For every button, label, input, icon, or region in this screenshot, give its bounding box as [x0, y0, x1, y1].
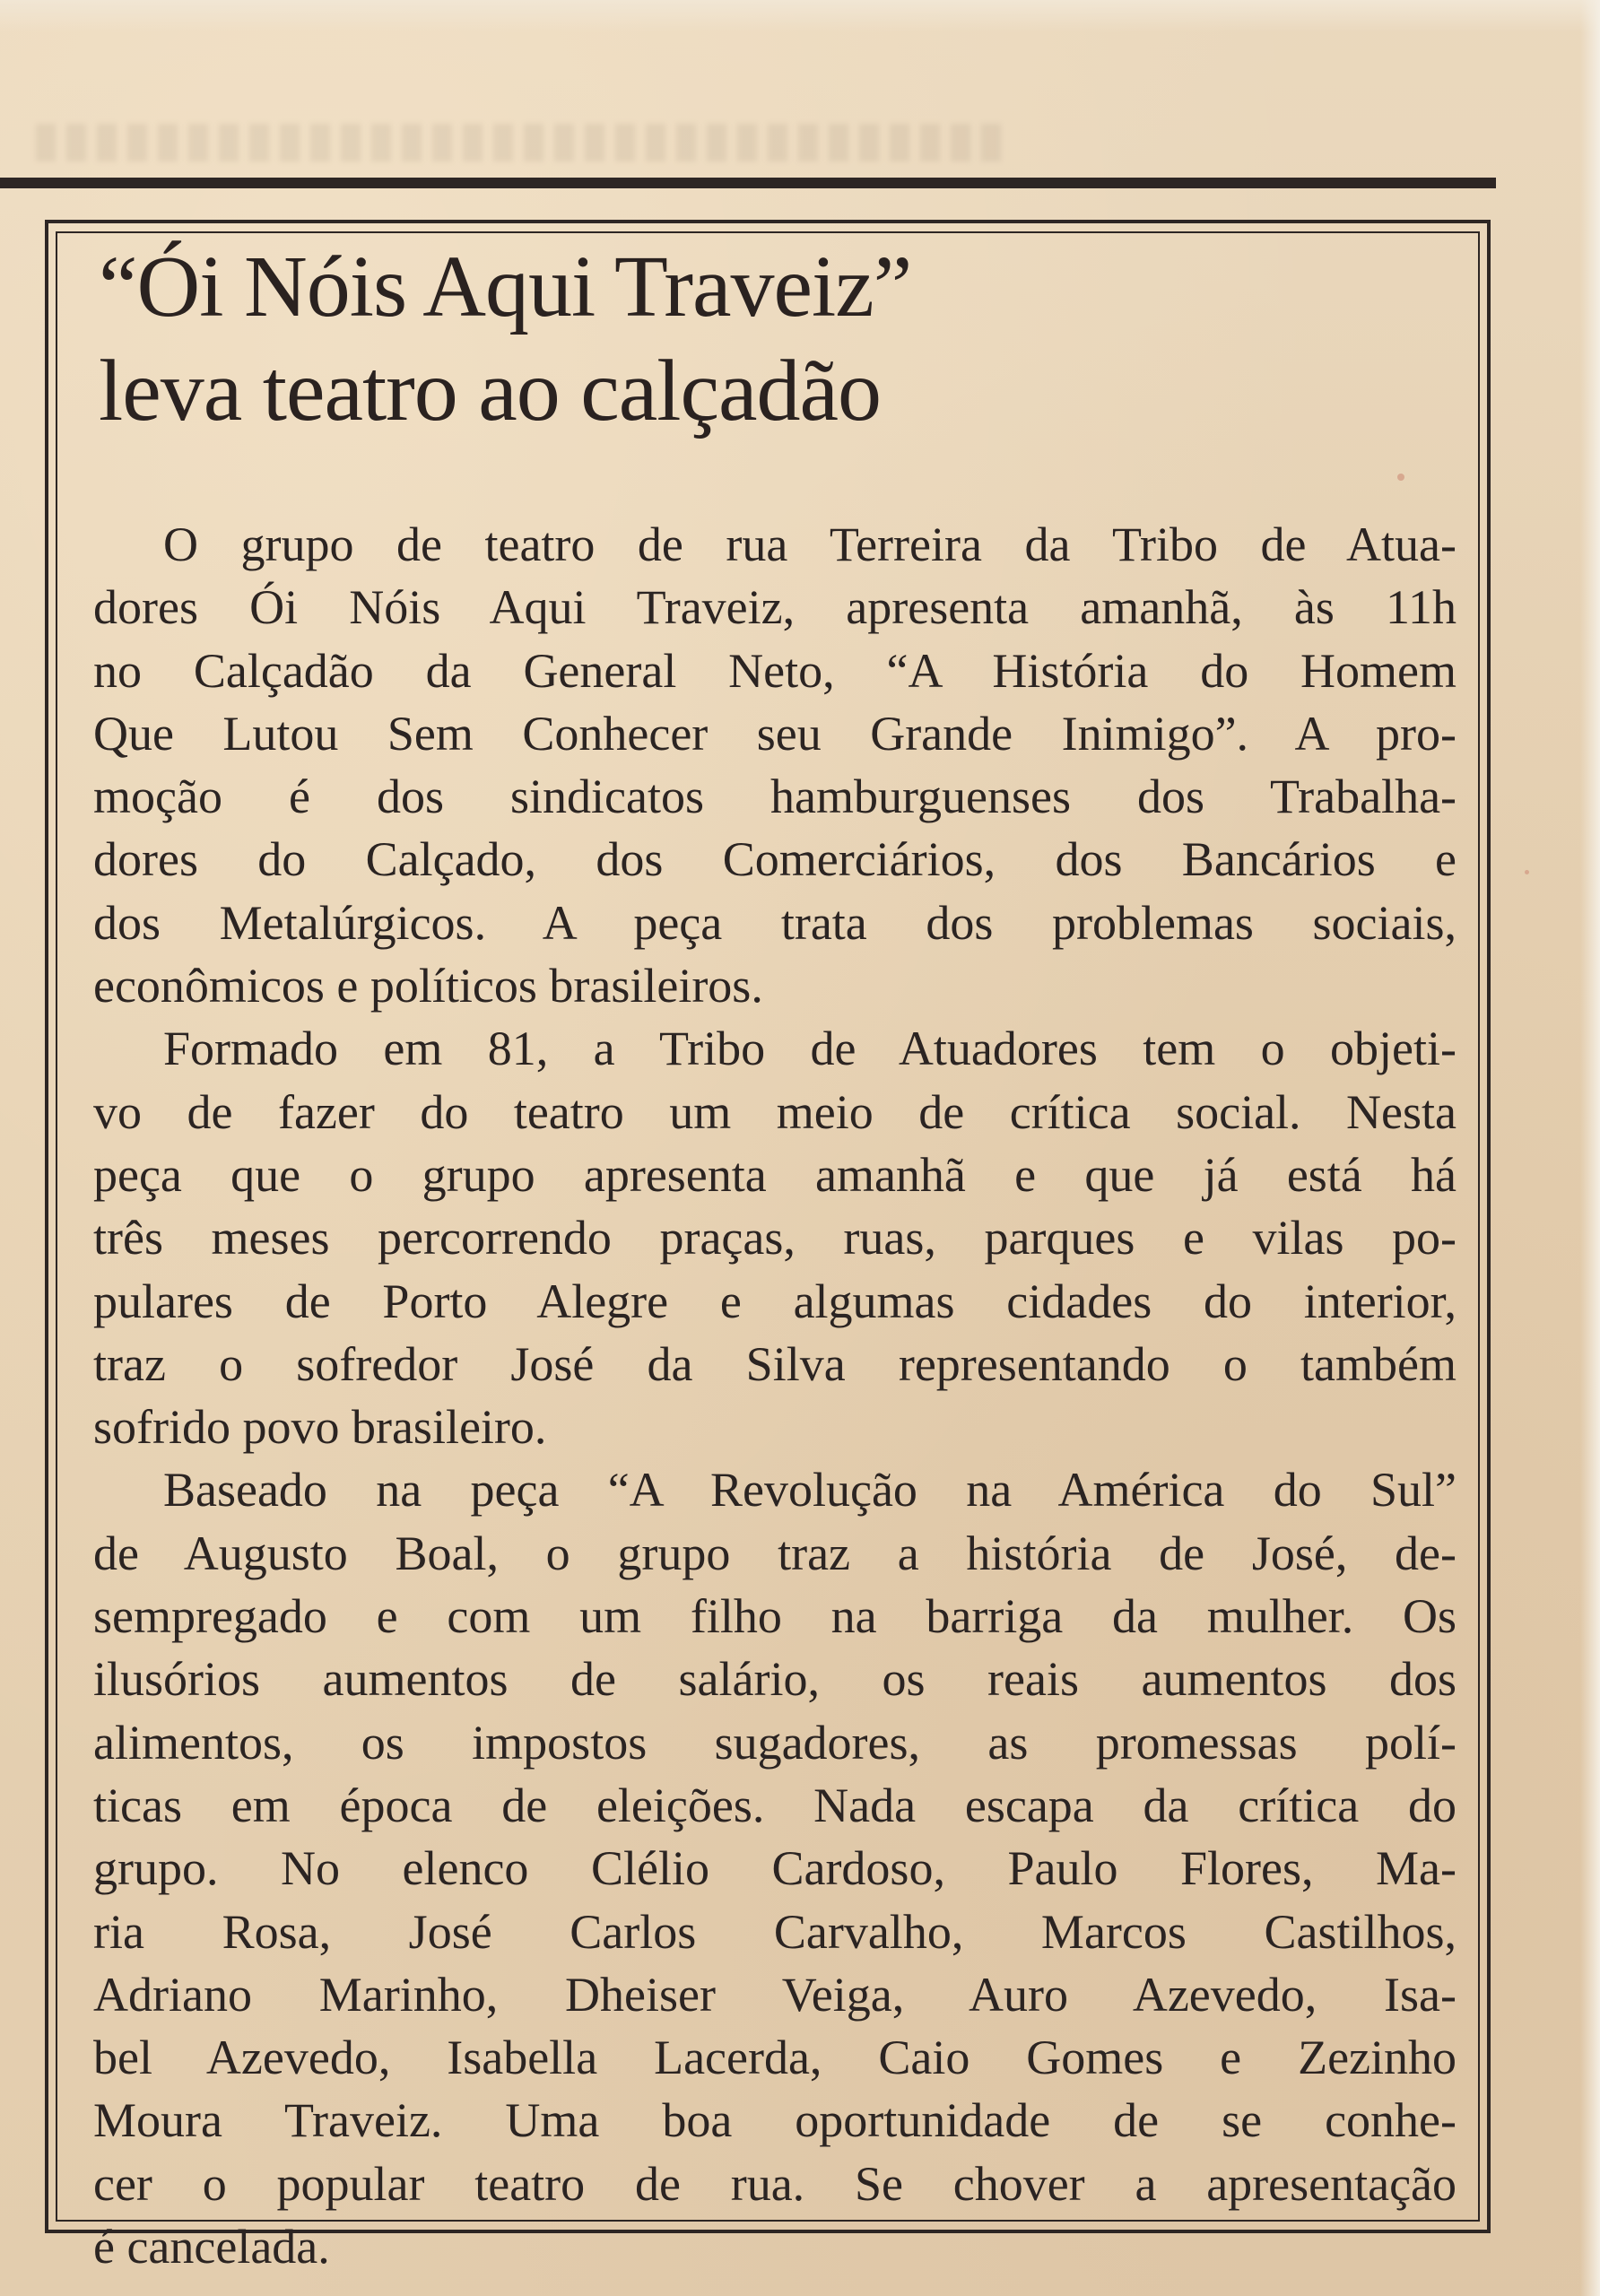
body-line: cer o popular teatro de rua. Se chover a apresentação	[93, 2156, 1457, 2211]
torn-top-edge	[0, 0, 1600, 32]
body-line: ilusórios aumentos de salário, os reais aumentos dos	[93, 1652, 1457, 1707]
headline	[99, 235, 1426, 443]
body-line: dores Ói Nóis Aqui Traveiz, apresenta amanhã, às 11h	[93, 580, 1457, 635]
paper-speck	[1525, 870, 1529, 874]
body-line: no Calçadão da General Neto, “A História do Homem	[93, 643, 1457, 698]
body-line: sempregado e com um filho na barriga da mulher. Os	[93, 1589, 1457, 1644]
torn-right-edge	[1580, 0, 1600, 2296]
body-line: traz o sofredor José da Silva representando o também	[93, 1336, 1457, 1391]
body-line: vo de fazer do teatro um meio de crítica social. Nesta	[93, 1084, 1457, 1139]
body-line: Que Lutou Sem Conhecer seu Grande Inimigo”. A pro-	[93, 706, 1457, 761]
paragraph-2	[93, 1017, 1457, 1458]
article-body	[93, 513, 1457, 2278]
body-line: três meses percorrendo praças, ruas, parques e vilas po-	[93, 1211, 1457, 1265]
body-line: bel Azevedo, Isabella Lacerda, Caio Gomes e Zezinho	[93, 2031, 1457, 2085]
body-line: O grupo de teatro de rua Terreira da Tribo de Atua-	[163, 517, 1457, 571]
body-line: ticas em época de eleições. Nada escapa da crítica do	[93, 1778, 1457, 1832]
headline-line-1: “Ói Nóis Aqui Traveiz”	[99, 239, 912, 335]
body-line: pulares de Porto Alegre e algumas cidades do interior,	[93, 1274, 1457, 1328]
body-line: Adriano Marinho, Dheiser Veiga, Auro Azevedo, Isa-	[93, 1967, 1457, 2022]
body-line: de Augusto Boal, o grupo traz a história de José, de-	[93, 1526, 1457, 1580]
top-rule	[0, 178, 1496, 188]
body-line: Formado em 81, a Tribo de Atuadores tem o objeti-	[163, 1022, 1457, 1076]
paragraph-3	[93, 1458, 1457, 2278]
body-line: sofrido povo brasileiro.	[93, 1400, 547, 1455]
paper-speck	[1397, 474, 1404, 481]
body-line: moção é dos sindicatos hamburguenses dos Trabalha-	[93, 770, 1457, 824]
faded-bleed-through-text	[36, 124, 1004, 161]
body-line: grupo. No elenco Clélio Cardoso, Paulo Flores, Ma-	[93, 1841, 1457, 1896]
body-line: alimentos, os impostos sugadores, as promessas polí-	[93, 1715, 1457, 1770]
body-line: ria Rosa, José Carlos Carvalho, Marcos Castilhos,	[93, 1904, 1457, 1959]
body-line: Baseado na peça “A Revolução na América do Sul”	[163, 1463, 1457, 1518]
body-line: econômicos e políticos brasileiros.	[93, 959, 763, 1013]
body-line: dores do Calçado, dos Comerciários, dos Bancários e	[93, 832, 1457, 887]
paragraph-1	[93, 513, 1457, 1017]
body-line: dos Metalúrgicos. A peça trata dos problemas sociais,	[93, 895, 1457, 950]
body-line: Moura Traveiz. Uma boa oportunidade de se conhe-	[93, 2093, 1457, 2148]
body-line: é cancelada.	[93, 2220, 330, 2274]
headline-line-2: leva teatro ao calçadão	[99, 343, 882, 439]
body-line: peça que o grupo apresenta amanhã e que já está há	[93, 1147, 1457, 1202]
